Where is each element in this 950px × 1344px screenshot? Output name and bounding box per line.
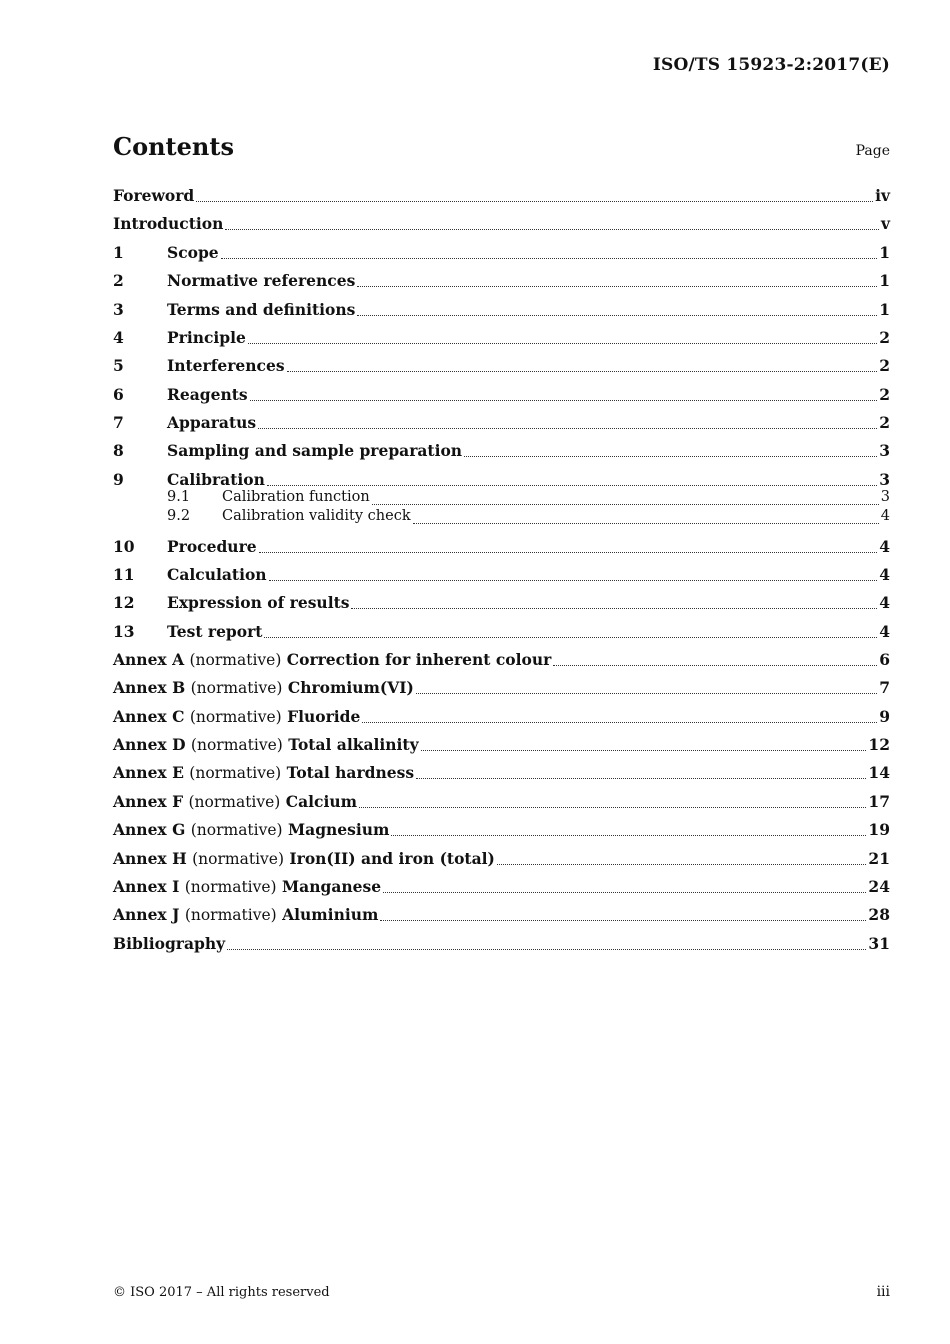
contents-header: [113, 132, 890, 161]
toc-entry-annex-f[interactable]: Annex F (normative) Calcium 17: [113, 792, 890, 811]
toc-entry-test-report[interactable]: 13 Test report 4: [113, 622, 890, 641]
toc-entry-bibliography[interactable]: Bibliography 31: [113, 934, 890, 953]
toc-entry-terms[interactable]: 3 Terms and definitions 1: [113, 300, 890, 319]
toc-entry-annex-j[interactable]: Annex J (normative) Aluminium 28: [113, 905, 890, 924]
toc-entry-annex-g[interactable]: Annex G (normative) Magnesium 19: [113, 820, 890, 839]
toc-entry-annex-b[interactable]: Annex B (normative) Chromium(VI) 7: [113, 678, 890, 697]
toc-entry-expression[interactable]: 12 Expression of results 4: [113, 593, 890, 612]
toc-entry-calibration-validity[interactable]: 9.2 Calibration validity check 4: [167, 508, 890, 524]
toc-entry-annex-i[interactable]: Annex I (normative) Manganese 24: [113, 877, 890, 896]
page-column-label: Page: [855, 143, 890, 159]
contents-title: Contents: [113, 132, 234, 161]
toc-entry-scope[interactable]: 1 Scope 1: [113, 243, 890, 262]
toc-entry-annex-e[interactable]: Annex E (normative) Total hardness 14: [113, 763, 890, 782]
toc-entry-foreword[interactable]: Foreword iv: [113, 186, 890, 205]
toc-entry-apparatus[interactable]: 7 Apparatus 2: [113, 413, 890, 432]
copyright-notice: © ISO 2017 – All rights reserved: [113, 1285, 330, 1300]
toc-entry-normative-references[interactable]: 2 Normative references 1: [113, 271, 890, 290]
toc-entry-annex-c[interactable]: Annex C (normative) Fluoride 9: [113, 707, 890, 726]
toc-entry-annex-h[interactable]: Annex H (normative) Iron(II) and iron (total) 21: [113, 849, 890, 868]
toc-entry-sampling[interactable]: 8 Sampling and sample preparation 3: [113, 441, 890, 460]
document-id: ISO/TS 15923-2:2017(E): [652, 55, 890, 75]
toc-entry-annex-d[interactable]: Annex D (normative) Total alkalinity 12: [113, 735, 890, 754]
toc-entry-calibration[interactable]: 9 Calibration 3: [113, 470, 890, 489]
toc-entry-procedure[interactable]: 10 Procedure 4: [113, 537, 890, 556]
toc-entry-annex-a[interactable]: Annex A (normative) Correction for inherent colour 6: [113, 650, 890, 669]
toc-entry-calibration-function[interactable]: 9.1 Calibration function 3: [167, 489, 890, 505]
toc-entry-reagents[interactable]: 6 Reagents 2: [113, 385, 890, 404]
toc-entry-introduction[interactable]: Introduction v: [113, 214, 890, 233]
toc-entry-interferences[interactable]: 5 Interferences 2: [113, 356, 890, 375]
toc-entry-calculation[interactable]: 11 Calculation 4: [113, 565, 890, 584]
page-number: iii: [876, 1284, 890, 1300]
toc-entry-principle[interactable]: 4 Principle 2: [113, 328, 890, 347]
